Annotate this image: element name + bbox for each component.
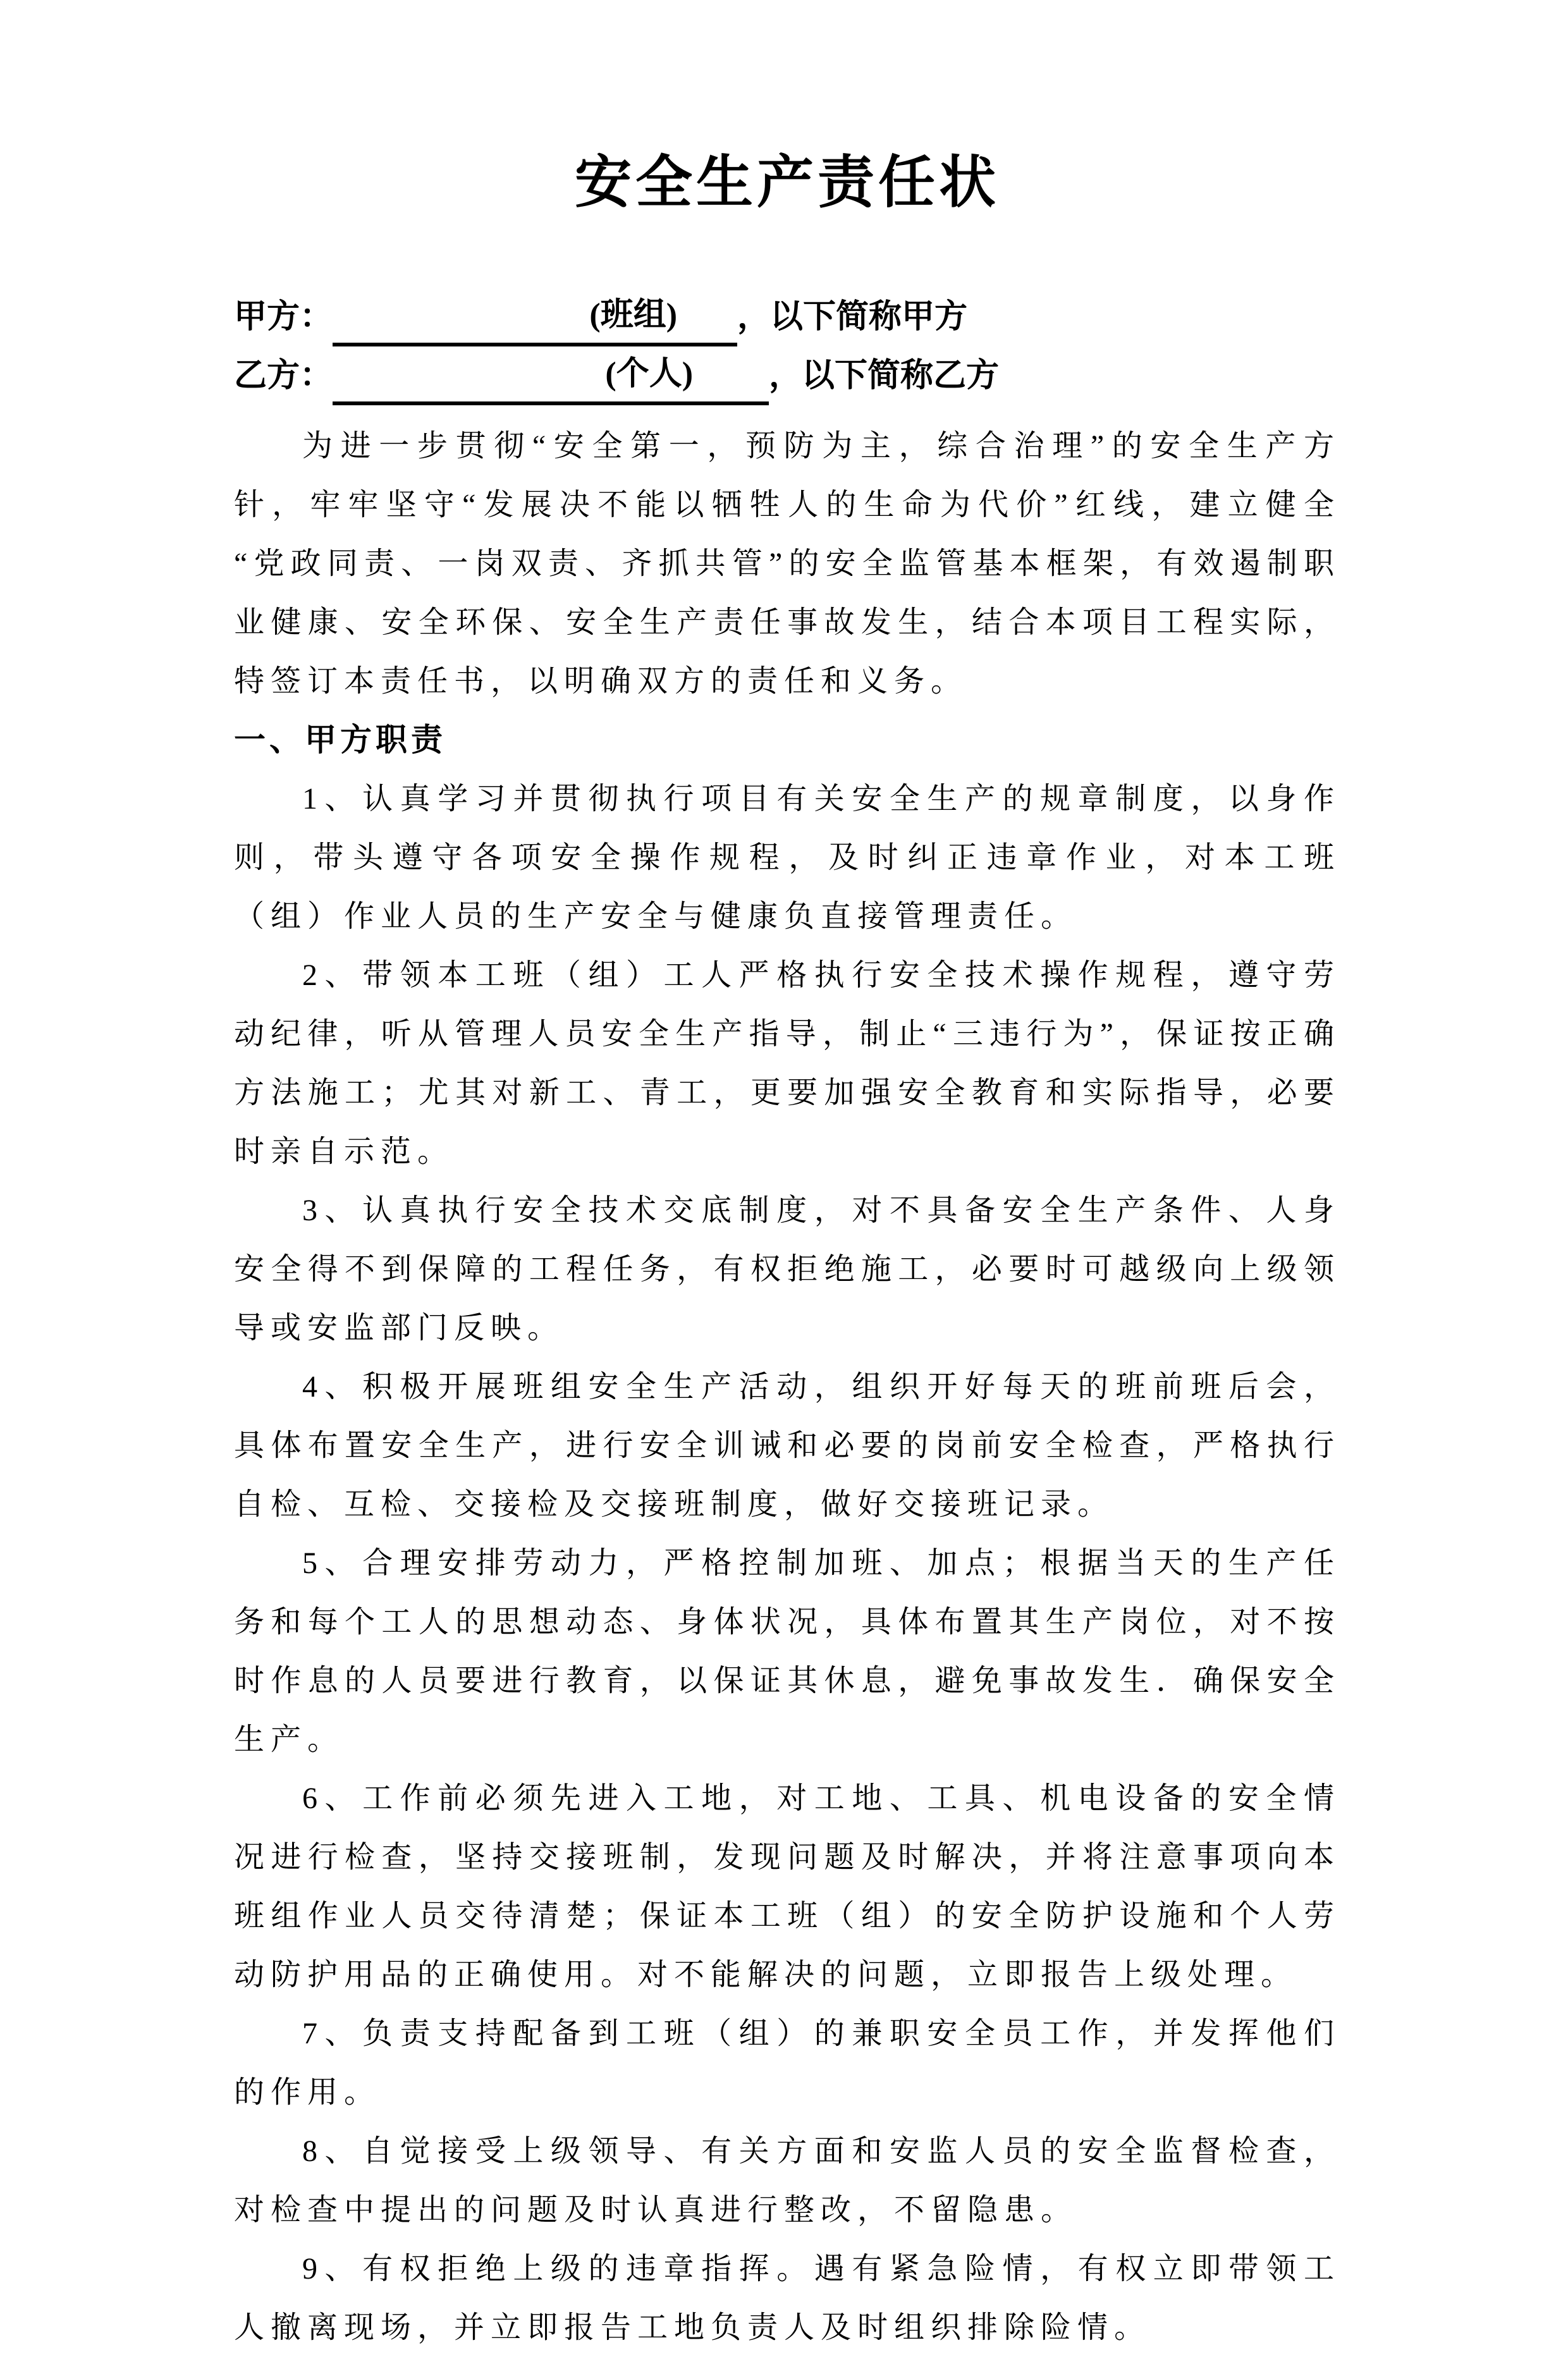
party-line-yifang [234, 346, 1340, 405]
party-line-jiafang [234, 288, 1340, 346]
party-a-label: 甲方： [234, 299, 333, 335]
party-section [234, 288, 1340, 405]
responsibility-item-7: 7、负责支持配备到工班（组）的兼职安全员工作，并发挥他们的作用。 [234, 2017, 1340, 2109]
responsibility-item-8: 8、自觉接受上级领导、有关方面和安监人员的安全监督检查，对检查中提出的问题及时认真进行整改，不留隐患。 [234, 2134, 1340, 2227]
section-a-items [234, 769, 1340, 2357]
responsibility-item-1: 1、认真学习并贯彻执行项目有关安全生产的规章制度，以身作则，带头遵守各项安全操作规程，及时纠正违章作业，对本工班（组）作业人员的生产安全与健康负直接管理责任。 [234, 782, 1340, 933]
responsibility-item-2: 2、带领本工班（组）工人严格执行安全技术操作规程，遵守劳动纪律，听从管理人员安全生产指导，制止“三违行为”，保证按正确方法施工；尤其对新工、青工，更要加强安全教育和实际指导，必要时亲自示范。 [234, 958, 1340, 1168]
party-b-suffix: ，以下简称乙方 [769, 358, 1000, 394]
party-b-blank-note: (个人) [605, 356, 694, 392]
party-a-fill-in-blank [333, 288, 737, 346]
document-title: 安全生产责任状 [575, 152, 1000, 214]
responsibility-item-5: 5、合理安排劳动力，严格控制加班、加点；根据当天的生产任务和每个工人的思想动态、身体状况，具体布置其生产岗位，对不按时作息的人员要进行教育，以保证其休息，避免事故发生．确保安全生产。 [234, 1546, 1340, 1756]
responsibility-item-6: 6、工作前必须先进入工地，对工地、工具、机电设备的安全情况进行检查，坚持交接班制，发现问题及时解决，并将注意事项向本班组作业人员交待清楚；保证本工班（组）的安全防护设施和个人劳动防护用品的正确使用。对不能解决的问题，立即报告上级处理。 [234, 1782, 1340, 1992]
party-a-blank-note: (班组) [589, 297, 678, 333]
party-b-fill-in-blank [333, 347, 769, 405]
party-a-suffix: ，以下简称甲方 [737, 299, 968, 335]
party-b-label: 乙方： [234, 358, 333, 394]
responsibility-item-3: 3、认真执行安全技术交底制度，对不具备安全生产条件、人身安全得不到保障的工程任务，有权拒绝施工，必要时可越级向上级领导或安监部门反映。 [234, 1194, 1340, 1345]
responsibility-item-4: 4、积极开展班组安全生产活动，组织开好每天的班前班后会，具体布置安全生产，进行安全训诫和必要的岗前安全检查，严格执行自检、互检、交接检及交接班制度，做好交接班记录。 [234, 1370, 1340, 1521]
responsibility-item-9: 9、有权拒绝上级的违章指挥。遇有紧急险情，有权立即带领工人撤离现场，并立即报告工地负责人及时组织排除险情。 [234, 2252, 1340, 2344]
intro-paragraph: 为进一步贯彻“安全第一，预防为主，综合治理”的安全生产方针，牢牢坚守“发展决不能以牺牲人的生命为代价”红线，建立健全“党政同责、一岗双责、齐抓共管”的安全监管基本框架，有效遏制职业健康、安全环保、安全生产责任事故发生，结合本项目工程实际，特签订本责任书，以明确双方的责任和义务。 [234, 429, 1340, 698]
section-a-heading: 一、甲方职责 [234, 722, 446, 757]
